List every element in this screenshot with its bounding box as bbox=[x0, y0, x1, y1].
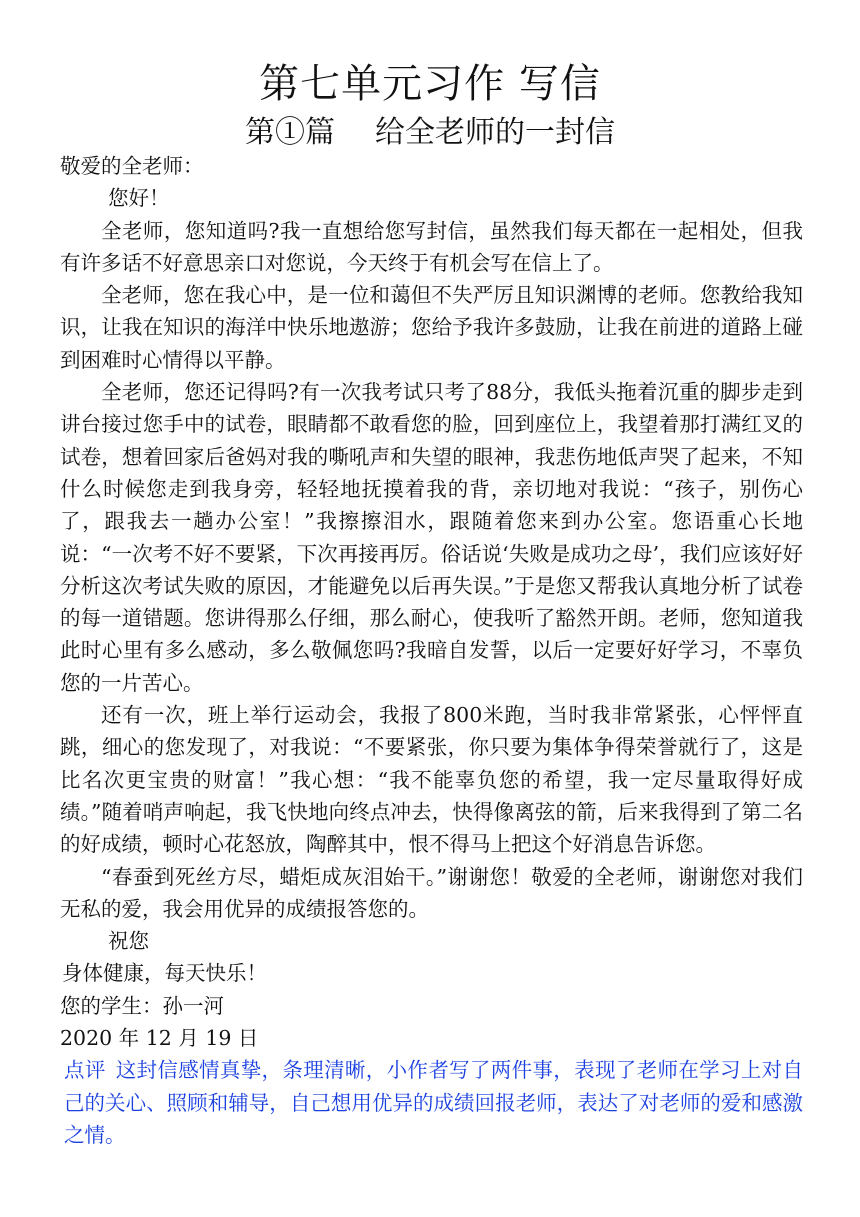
signature: 您的学生：孙一河 bbox=[60, 993, 224, 1018]
letter-date: 2020 年 12 月 19 日 bbox=[60, 1026, 259, 1051]
salutation: 敬爱的全老师： bbox=[60, 154, 204, 178]
comment-label: 点评 bbox=[64, 1058, 106, 1083]
closing-blessing: 身体健康，每天快乐！ bbox=[62, 961, 267, 986]
teacher-comment bbox=[60, 1054, 803, 1151]
document-title: 第七单元习作 写信 bbox=[259, 61, 601, 107]
document-subtitle bbox=[0, 112, 860, 154]
greeting: 您好！ bbox=[108, 186, 170, 211]
letter-body bbox=[60, 150, 803, 1151]
paragraph-1: 全老师，您知道吗?我一直想给您写封信，虽然我们每天都在一起相处，但我有许多话不好意思亲口对您说，今天终于有机会写在信上了。 bbox=[60, 218, 803, 275]
paragraph-5: “春蚕到死丝方尽，蜡炬成灰泪始干。”谢谢您！敬爱的全老师，谢谢您对我们无私的爱，我会用优异的成绩报答您的。 bbox=[60, 864, 803, 921]
paragraph-2: 全老师，您在我心中，是一位和蔼但不失严厉且知识渊博的老师。您教给我知识，让我在知识的海洋中快乐地遨游；您给予我许多鼓励，让我在前进的道路上碰到困难时心情得以平静。 bbox=[60, 283, 803, 372]
paragraph-4: 还有一次，班上举行运动会，我报了800米跑，当时我非常紧张，心怦怦直跳，细心的您发现了，对我说：“不要紧张，你只要为集体争得荣誉就行了，这是比名次更宝贵的财富！”我心想：“我不能辜负您的希望，我一定尽量取得好成绩。”随着哨声响起，我飞快地向终点冲去，快得像离弦的箭，后来我得到了第二名的好成绩，顿时心花怒放，陶醉其中，恨不得马上把这个好消息告诉您。 bbox=[60, 703, 803, 857]
subtitle-number: 第①篇 bbox=[245, 115, 335, 150]
closing-wish: 祝您 bbox=[108, 929, 149, 954]
subtitle-text: 给全老师的一封信 bbox=[375, 115, 615, 150]
paragraph-3: 全老师，您还记得吗?有一次我考试只考了88分，我低头拖着沉重的脚步走到讲台接过您手中的试卷，眼睛都不敢看您的脸，回到座位上，我望着那打满红叉的试卷，想着回家后爸妈对我的嘶吼声和失望的眼神，我悲伤地低声哭了起来，不知什么时候您走到我身旁，轻轻地抚摸着我的背，亲切地对我说：“孩子，别伤心了，跟我去一趟办公室！”我擦擦泪水，跟随着您来到办公室。您语重心长地说：“一次考不好不要紧，下次再接再厉。俗话说‘失败是成功之母’，我们应该好好分析这次考试失败的原因，才能避免以后再失误。”于是您又帮我认真地分析了试卷的每一道错题。您讲得那么仔细，那么耐心，使我听了豁然开朗。老师，您知道我此时心里有多么感动，多么敬佩您吗?我暗自发誓，以后一定要好好学习，不辜负您的一片苦心。 bbox=[60, 380, 803, 695]
comment-text: 这封信感情真挚，条理清晰，小作者写了两件事，表现了老师在学习上对自己的关心、照顾和辅导，自己想用优异的成绩回报老师，表达了对老师的爱和感激之情。 bbox=[64, 1058, 804, 1147]
